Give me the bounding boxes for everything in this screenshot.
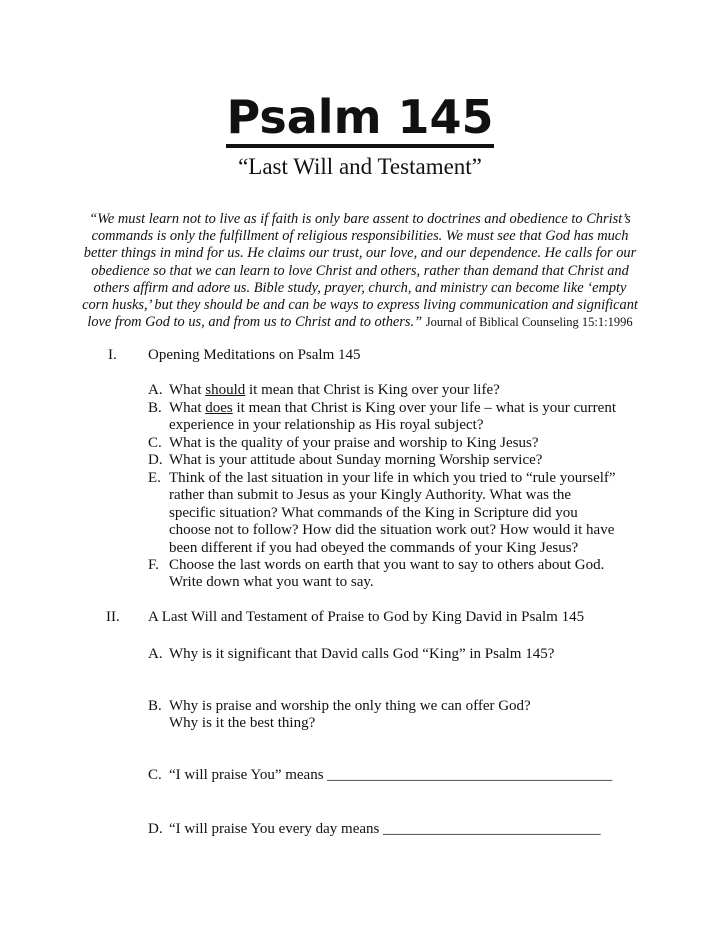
quote-line: better things in mind for us. He claims our trust, our love, and our dependence. He calls for our — [83, 245, 637, 262]
item-letter: E. — [148, 470, 161, 486]
section-1-item-a — [148, 382, 668, 399]
section-2-item-d — [148, 821, 668, 838]
item-text: rather than submit to Jesus as your Kingly Authority. What was the — [169, 487, 572, 504]
item-text: What is the quality of your praise and worship to King Jesus? — [169, 435, 539, 451]
item-text-part: What — [169, 382, 206, 398]
item-letter: A. — [148, 646, 163, 662]
item-letter: B. — [148, 698, 162, 714]
item-letter: C. — [148, 767, 162, 783]
item-text-part: it mean that Christ is King over your life? — [245, 382, 500, 398]
quote-line: “We must learn not to live as if faith is only bare assent to doctrines and obedience to Christ’s — [89, 211, 631, 227]
item-text: choose not to follow? How did the situation work out? How would it have — [169, 522, 615, 539]
section-1-item-c — [148, 435, 668, 452]
item-text-underlined: should — [205, 382, 246, 398]
section-2-item-a — [148, 646, 668, 663]
section-1-item-f — [148, 557, 668, 592]
item-text: Why is praise and worship the only thing we can offer God? — [169, 698, 531, 714]
item-text: “I will praise You every day means _____________________________ — [169, 821, 601, 837]
item-text: Why is it significant that David calls God “King” in Psalm 145? — [169, 646, 555, 662]
item-text: experience in your relationship as His royal subject? — [169, 417, 484, 434]
section-1-item-b — [148, 400, 668, 435]
item-text — [148, 400, 668, 417]
item-text: Think of the last situation in your life in which you tried to “rule yourself” — [169, 470, 616, 486]
epigraph-quote — [78, 211, 642, 331]
quote-line: corn husks,’ but they should be and can be ways to express living communication and significant — [82, 297, 638, 314]
quote-line: love from God to us, and from us to Christ and to others.” — [87, 314, 423, 331]
item-letter: D. — [148, 452, 163, 468]
section-2-item-b — [148, 698, 668, 733]
item-text-part: What — [169, 400, 206, 416]
section-2-item-c — [148, 767, 668, 784]
section-1-number: I. — [108, 347, 117, 363]
quote-citation: Journal of Biblical Counseling 15:1:1996 — [425, 315, 633, 330]
item-text: What is your attitude about Sunday morning Worship service? — [169, 452, 543, 468]
page-subtitle: “Last Will and Testament” — [238, 154, 482, 179]
section-1-title: Opening Meditations on Psalm 145 — [148, 347, 361, 363]
quote-line: others affirm and adore us. Bible study, prayer, church, and ministry can become like ‘empty — [93, 279, 627, 296]
item-letter: D. — [148, 821, 163, 837]
item-text: been different if you had obeyed the commands of your King Jesus? — [169, 539, 579, 556]
item-text — [148, 382, 668, 399]
item-letter: A. — [148, 382, 163, 398]
quote-last-line — [78, 314, 642, 331]
item-letter: C. — [148, 435, 162, 451]
page-title — [0, 88, 720, 146]
item-letter: B. — [148, 400, 162, 416]
quote-line: obedience so that we can learn to love Christ and others, rather than demand that Christ and — [91, 262, 629, 279]
item-text: Write down what you want to say. — [169, 574, 374, 591]
item-text: Choose the last words on earth that you want to say to others about God. — [169, 557, 605, 573]
section-1-item-d — [148, 452, 668, 469]
item-text-underlined: does — [205, 400, 233, 416]
item-text: specific situation? What commands of the King in Scripture did you — [169, 504, 578, 521]
section-1-item-e — [148, 470, 668, 557]
section-2-number: II. — [106, 609, 120, 625]
item-text: Why is it the best thing? — [169, 715, 316, 732]
item-text: “I will praise You” means ______________________________________ — [169, 767, 613, 783]
item-text-part: it mean that Christ is King over your life – what is your current — [232, 400, 616, 416]
quote-line: commands is only the fulfillment of religious responsibilities. We must see that God has much — [91, 228, 629, 245]
item-letter: F. — [148, 557, 159, 573]
section-2-title: A Last Will and Testament of Praise to God by King David in Psalm 145 — [148, 609, 585, 625]
title-text: Psalm 145 — [226, 90, 493, 148]
